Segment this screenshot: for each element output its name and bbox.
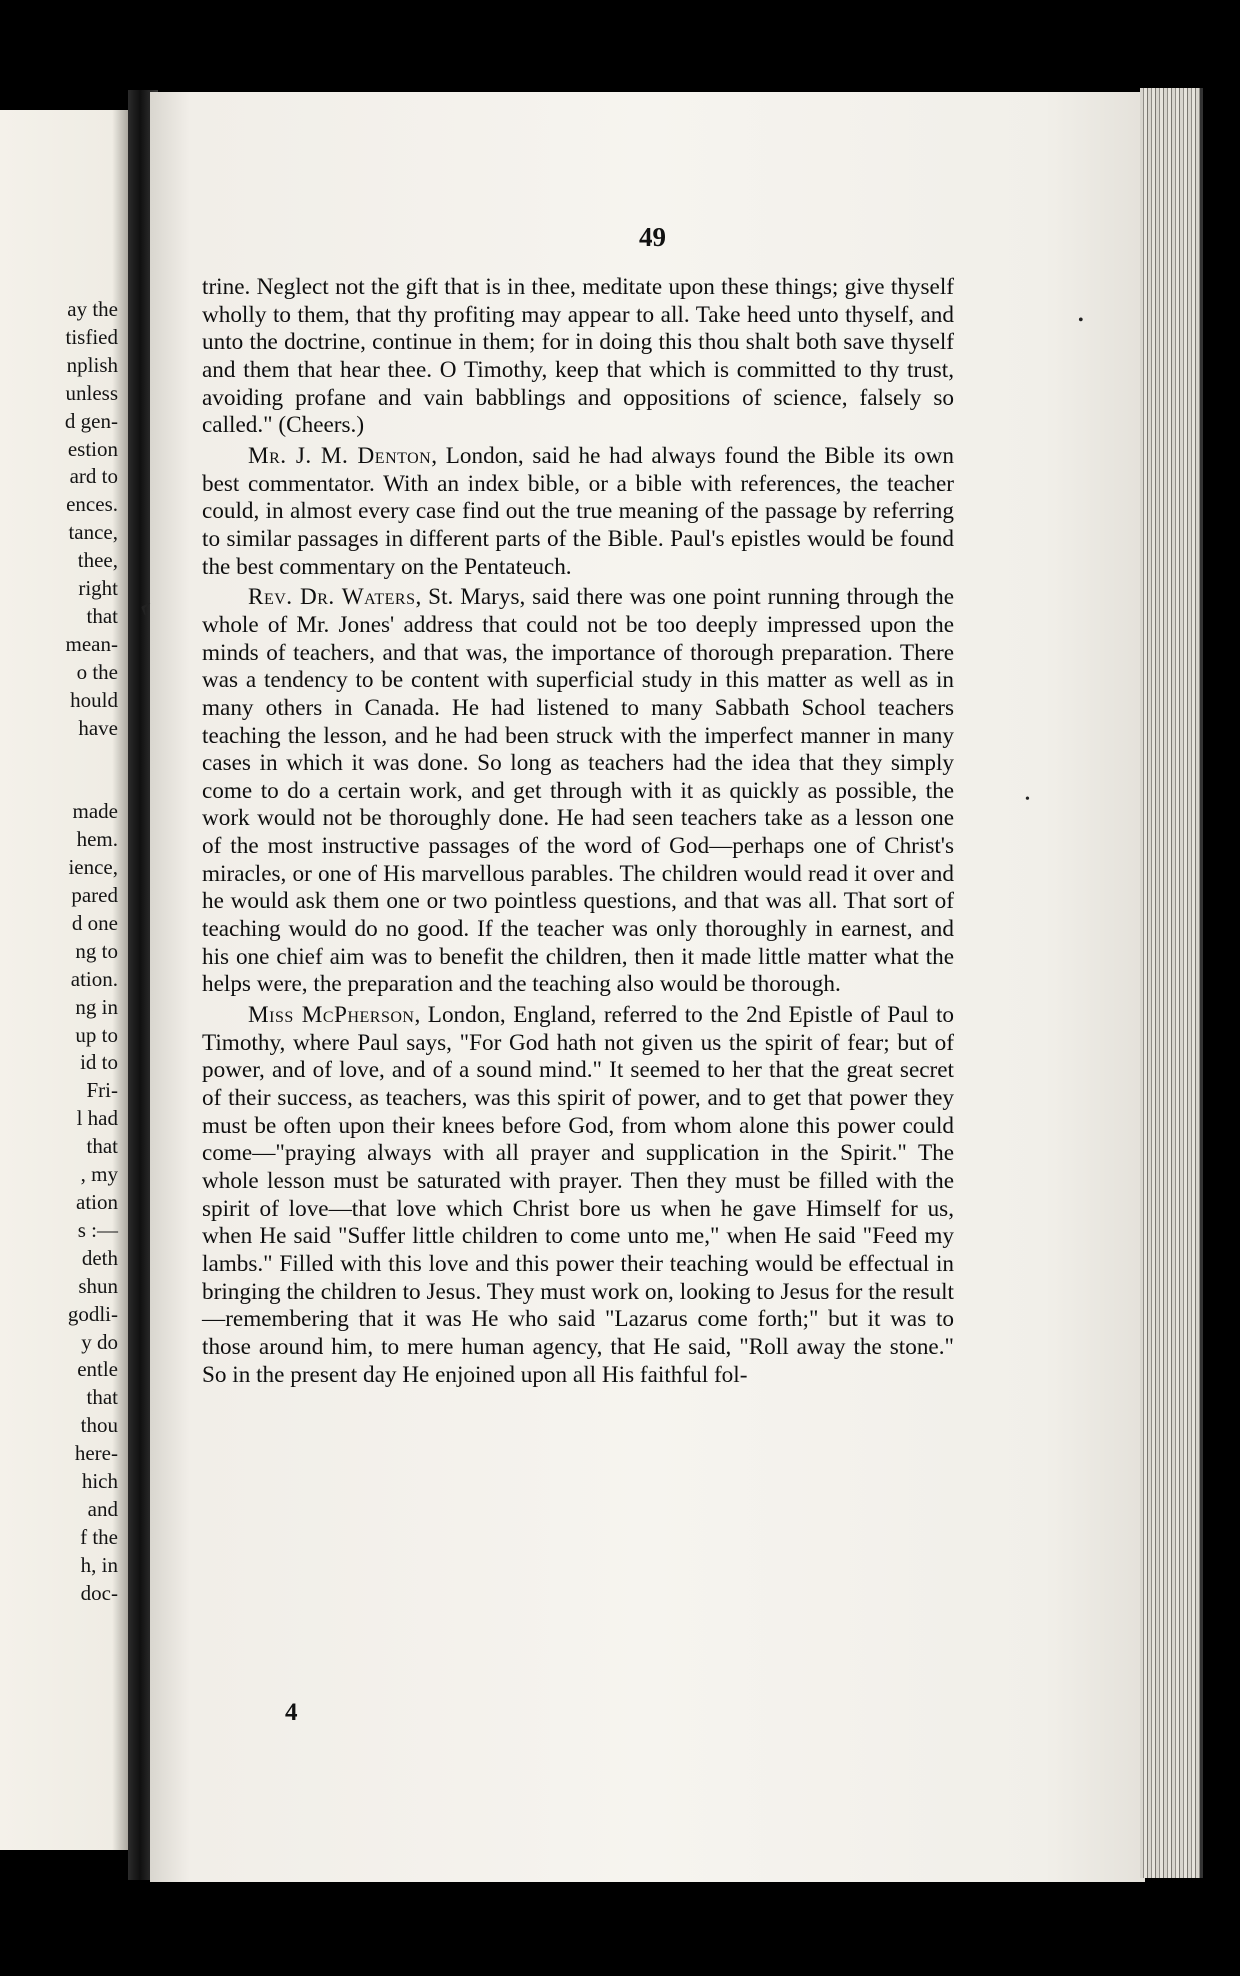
left-page-line: d one <box>71 910 118 935</box>
signature-mark: 4 <box>285 1699 298 1726</box>
speaker-name: Mr. J. M. Denton <box>248 442 432 469</box>
body-text <box>202 274 954 1389</box>
left-page-line: ience, <box>68 855 118 880</box>
left-page-line: ay the <box>67 297 118 321</box>
left-page-text <box>0 296 118 1608</box>
left-page-line: , my <box>80 1162 118 1187</box>
paragraph-denton <box>202 443 954 581</box>
left-page-line: f the <box>80 1524 118 1549</box>
left-page-line: o the <box>76 659 118 684</box>
left-page-line: tisfied <box>65 324 118 349</box>
paragraph-text: , London, said he had always found the Bible its own best commentator. With an index bible, or a bible with references, the teacher could, in almost every case find out the true meaning of the passage by referring to similar passages in different parts of the Bible. Paul's epistles would be found the best commentary on the Pentateuch. <box>202 442 954 580</box>
left-page-line: thou <box>80 1413 118 1438</box>
left-page-line: s :— <box>77 1217 118 1242</box>
left-page-line: doc- <box>80 1580 118 1605</box>
left-page-line: tance, <box>68 520 118 545</box>
paragraph-waters <box>202 584 954 999</box>
left-page-line: ng in <box>75 994 118 1019</box>
left-page-line: right <box>78 576 118 601</box>
left-page-line: h, in <box>80 1552 118 1577</box>
left-page-line: id to <box>80 1050 118 1075</box>
speaker-name: Rev. Dr. Waters <box>248 584 416 611</box>
left-page-line: here- <box>74 1441 118 1466</box>
margin-speck: • <box>1025 792 1030 807</box>
left-page-line: hould <box>70 687 118 712</box>
left-page-line: ences. <box>66 492 118 517</box>
left-page-line: made <box>72 799 118 824</box>
margin-pencil-mark: ‹ <box>134 586 158 625</box>
paragraph-text: , St. Marys, said there was one point running through the whole of Mr. Jones' address that could not be too deeply impressed upon the minds of teachers, and that was, the importance of thorough preparation. There was a tendency to be content with superficial study in this matter as well as in many others in Canada. He had listened to many Sabbath School teachers teaching the lesson, and he had been struck with the imperfect manner in many cases in which it was done. So long as teachers had the idea that they simply come to do a certain work, and get through with it as quickly as possible, the work would not be thoroughly done. He had seen teachers take as a lesson one of the most instructive passages of the word of God—perhaps one of Christ's miracles, or one of His marvellous parables. The children would read it over and he would ask them one or two pointless questions, and that was all. That sort of teaching would do no good. If the teacher was only thoroughly in earnest, and his one chief aim was to benefit the children, then it made little matter what the helps were, the preparation and the teaching also would be thorough. <box>202 584 955 998</box>
left-page-line: ng to <box>75 938 118 963</box>
page-edges <box>1140 88 1203 1878</box>
left-page-line: nplish <box>66 352 118 377</box>
left-page-line: ation <box>76 1190 118 1214</box>
left-page-line: l had <box>76 1106 118 1131</box>
left-page-line: godli- <box>67 1301 118 1326</box>
paragraph-text: , London, England, referred to the 2nd Epistle of Paul to Timothy, where Paul says, "For God hath not given us the spirit of fear; but of power, and of love, and of a sound mind." It seemed to her that the great secret of their success, as teachers, was this spirit of power, and to get that power they must be often upon their knees before God, from whom alone this power could come—"praying always with all prayer and supplication in the Spirit." The whole lesson must be saturated with prayer. Then they must be filled with the spirit of love—that love which Christ bore us when he gave Himself for us, when He said "Suffer little children to come unto me," when He said "Feed my lambs." Filled with this love and this power their teaching would be effectual in bringing the children to Jesus. They must work on, looking to Jesus for the result—remembering that it was He who said "Lazarus come forth;" but it was to those around him, to mere human agency, that He said, "Roll away the stone." So in the present day He enjoined upon all His faithful fol- <box>202 1002 954 1388</box>
left-page-line <box>0 743 118 771</box>
left-page-line: d gen- <box>64 408 118 433</box>
left-page-line: ation. <box>70 966 118 991</box>
main-page <box>134 92 1145 1882</box>
left-page-line: that <box>86 1385 118 1410</box>
left-page-line: shun <box>78 1273 118 1298</box>
left-page-line: hem. <box>76 827 118 852</box>
paragraph-mcpherson <box>202 1002 954 1389</box>
page-number: 49 <box>639 222 666 252</box>
opening-paragraph: trine. Neglect not the gift that is in thee, meditate upon these things; give thyself wholly to them, that thy profiting may appear to all. Take heed unto thyself, and unto the doctrine, continue in them; for in doing this thou shalt both save thyself and them that hear thee. O Timothy, keep that which is committed to thy trust, avoiding profane and vain babblings and oppositions of science, falsely so called." (Cheers.) <box>202 274 954 439</box>
left-page-line: deth <box>81 1245 118 1270</box>
speaker-name: Miss McPherson <box>248 1002 415 1029</box>
left-page-line: ard to <box>69 464 118 489</box>
left-page-line: unless <box>65 380 118 405</box>
left-page-line: that <box>86 1134 118 1159</box>
left-facing-page <box>0 110 132 1850</box>
left-page-line: estion <box>67 436 118 461</box>
left-page-line: mean- <box>65 631 118 656</box>
left-page-line: pared <box>71 883 118 908</box>
left-page-line: have <box>78 715 118 740</box>
left-page-line: and <box>87 1496 118 1521</box>
left-page-line: y do <box>81 1329 118 1354</box>
left-page-line <box>0 770 118 798</box>
left-page-line: Fri- <box>86 1078 118 1103</box>
left-page-line: entle <box>77 1357 118 1382</box>
left-page-line: up to <box>75 1022 118 1047</box>
left-page-line: that <box>86 603 118 628</box>
margin-speck: • <box>1078 312 1084 329</box>
left-page-line: thee, <box>77 548 118 573</box>
left-page-line: hich <box>81 1469 118 1494</box>
